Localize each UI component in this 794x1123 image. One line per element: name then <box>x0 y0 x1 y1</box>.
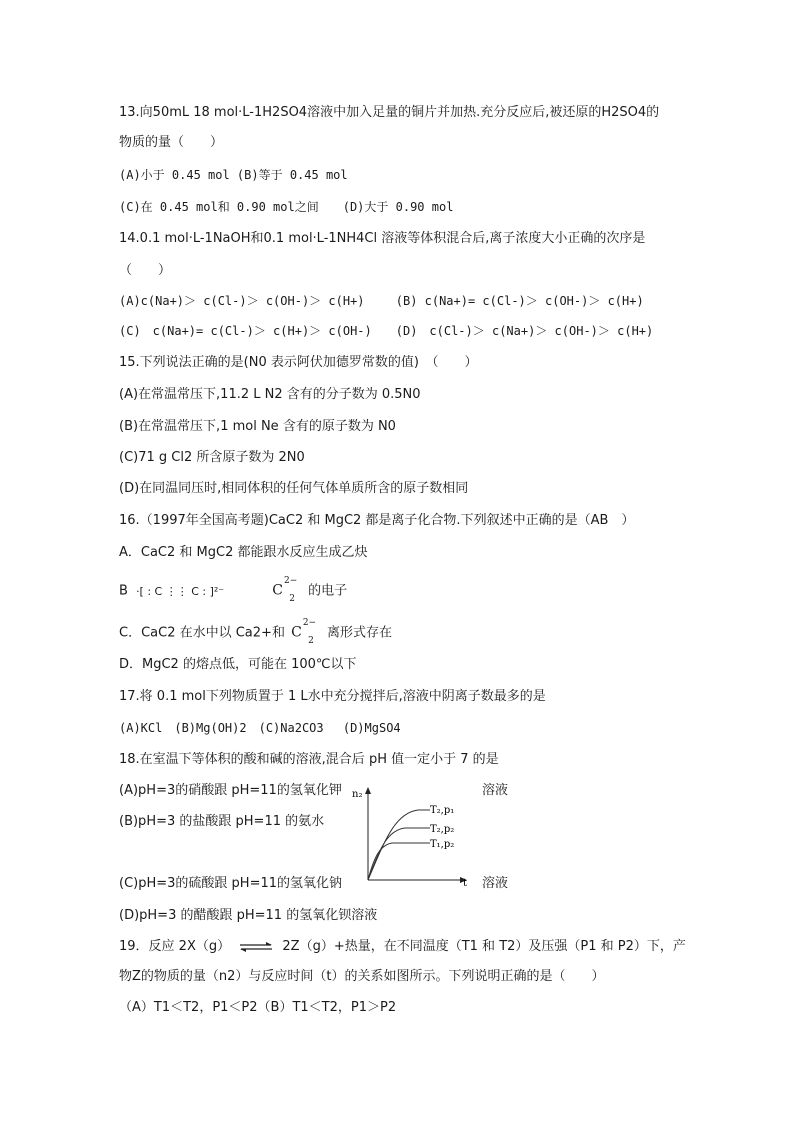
q16-option-c: C．CaC2 在水中以 Ca2+和 $C^{2-}_2$ 离形式存在 <box>119 618 392 647</box>
q13-options-ab: (A)小于 0.45 mol (B)等于 0.45 mol <box>119 168 348 182</box>
electron-dot-formula: ·[ : C ⋮⋮ C : ]²⁻ <box>136 584 225 598</box>
y-axis-arrow <box>365 787 371 794</box>
q14-stem-line2: （ ） <box>119 263 172 278</box>
q15-stem: 15.下列说法正确的是(N0 表示阿伏加德罗常数的值) （ ） <box>119 355 478 370</box>
q14-stem-line1: 14.0.1 mol·L-1NaOH和0.1 mol·L-1NH4Cl 溶液等体积混合后,离子浓度大小正确的次序是 <box>119 231 646 246</box>
q15-option-b: (B)在常温常压下,1 mol Ne 含有的原子数为 N0 <box>119 419 396 434</box>
q17-options: (A)KCl (B)Mg(OH)2 (C)Na2CO3 (D)MgSO4 <box>119 721 401 735</box>
q16-stem: 16.（1997年全国高考题)CaC2 和 MgC2 都是离子化合物.下列叙述中正确的是（AB ） <box>119 513 635 528</box>
q16-option-d: D．MgC2 的熔点低，可能在 100℃以下 <box>119 657 357 672</box>
q13-stem-line2: 物质的量（ ） <box>119 135 224 150</box>
q13-options-cd: (C)在 0.45 mol和 0.90 mol之间 (D)大于 0.90 mol <box>119 200 454 214</box>
q18-option-d: (D)pH=3 的醋酸跟 pH=11 的氢氧化钡溶液 <box>119 908 378 923</box>
q18-option-a: (A)pH=3的硝酸跟 pH=11的氢氧化钾 <box>119 783 342 798</box>
q19-stem-line2: 物Z的物质的量（n2）与反应时间（t）的关系如图所示。下列说明正确的是（ ） <box>119 969 605 984</box>
q16-option-b <box>119 578 347 605</box>
q15-option-c: (C)71 g Cl2 所含原子数为 2N0 <box>119 450 305 465</box>
curve-t1-p2 <box>368 843 430 880</box>
q13-stem-line1: 13.向50mL 18 mol·L-1H2SO4溶液中加入足量的铜片并加热.充分反应后,被还原的H2SO4的 <box>119 105 660 120</box>
y-axis-label: n₂ <box>352 789 363 800</box>
curve-t2-p1 <box>368 810 430 880</box>
q18-option-b: (B)pH=3 的盐酸跟 pH=11 的氨水 <box>119 814 325 829</box>
q14-options-ab: (A)c(Na+)＞ c(Cl-)＞ c(OH-)＞ c(H+) (B) c(Na+)= c(Cl-)＞ c(OH-)＞ c(H+) <box>119 294 644 308</box>
q17-stem: 17.将 0.1 mol下列物质置于 1 L水中充分搅拌后,溶液中阴离子数最多的是 <box>119 689 546 704</box>
curve-label-1: T₂,p₁ <box>430 805 455 816</box>
q14-options-cd: (C) c(Na+)= c(Cl-)＞ c(H+)＞ c(OH-) (D) c(Cl-)＞ c(Na+)＞ c(OH-)＞ c(H+) <box>119 324 654 338</box>
q15-option-d: (D)在同温同压时,相同体积的任何气体单质所含的原子数相同 <box>119 481 469 496</box>
q19-stem-line1: 19．反应 2X（g） 2Z（g）+热量，在不同温度（T1 和 T2）及压强（P1 和 P2）下，产 <box>119 939 686 954</box>
q16-option-a: A．CaC2 和 MgC2 都能跟水反应生成乙炔 <box>119 545 368 560</box>
carbide-ion-formula-c: $C^{2-}_2$ <box>291 618 317 647</box>
q18-option-c-tail: 溶液 <box>482 876 509 891</box>
q15-option-a: (A)在常温常压下,11.2 L N2 含有的分子数为 0.5N0 <box>119 387 421 402</box>
carbide-ion-formula: $C^{2-}_2$ <box>272 576 298 605</box>
q18-stem: 18.在室温下等体积的酸和碱的溶液,混合后 pH 值一定小于 7 的是 <box>119 752 499 767</box>
equilibrium-arrow-icon <box>238 941 274 953</box>
q18-option-a-tail: 溶液 <box>482 783 509 798</box>
q16-option-b-prefix: B <box>119 583 128 599</box>
curve-label-3: T₁,p₂ <box>430 839 455 850</box>
x-axis-label: t <box>463 878 468 889</box>
n2-vs-time-graph <box>350 785 475 890</box>
curve-label-2: T₂,p₂ <box>430 824 455 835</box>
q18-option-c: (C)pH=3的硫酸跟 pH=11的氢氧化钠 <box>119 876 343 891</box>
q19-options-ab: （A）T1＜T2，P1＜P2（B）T1＜T2，P1＞P2 <box>119 1000 397 1015</box>
q16-option-b-suffix: 的电子 <box>308 583 348 599</box>
